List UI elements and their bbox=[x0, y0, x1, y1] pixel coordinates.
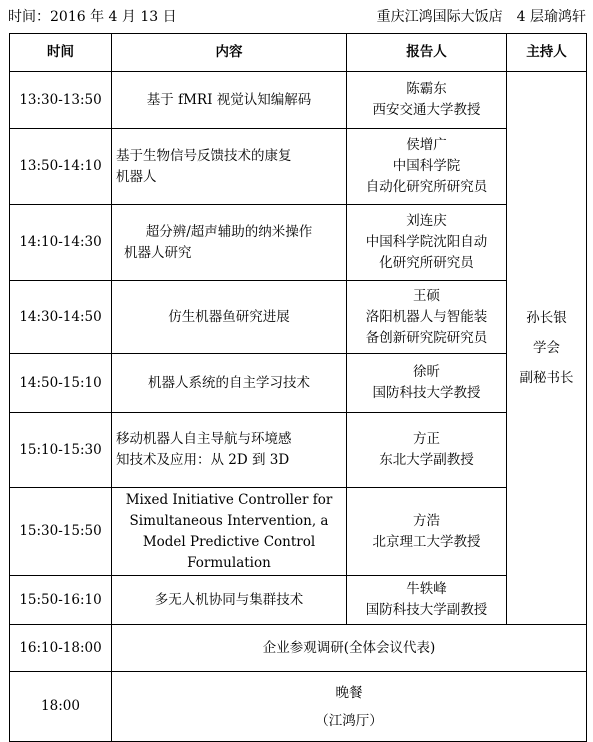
content-line: 机器人研究 bbox=[124, 244, 192, 261]
speaker-cell bbox=[347, 129, 507, 205]
speaker-affiliation: 北京理工大学教授 bbox=[372, 533, 481, 550]
speaker-name: 徐昕 bbox=[413, 364, 440, 380]
speaker-cell bbox=[347, 576, 507, 625]
speaker-name: 方正 bbox=[413, 431, 440, 447]
table-row bbox=[10, 129, 587, 205]
host-org: 学会 bbox=[533, 340, 560, 356]
content-line: 机器人 bbox=[116, 168, 157, 185]
table-row bbox=[10, 354, 587, 413]
header-row bbox=[10, 34, 587, 72]
speaker-affiliation: 国防科技大学副教授 bbox=[365, 602, 488, 618]
table-row bbox=[10, 413, 587, 488]
content-line: 移动机器人自主导航与环境感 bbox=[116, 431, 292, 447]
visit-text: 企业参观调研(全体会议代表) bbox=[112, 625, 587, 672]
content-line: 多无人机协同与集群技术 bbox=[154, 591, 304, 608]
schedule-table bbox=[9, 33, 587, 742]
content-line: 知技术及应用：从 2D 到 3D bbox=[116, 452, 290, 468]
speaker-cell bbox=[347, 413, 507, 488]
table-row bbox=[10, 281, 587, 354]
content-cell bbox=[112, 72, 347, 129]
content-line: 机器人系统的自主学习技术 bbox=[148, 374, 310, 391]
speaker-cell bbox=[347, 488, 507, 576]
col-header-host: 主持人 bbox=[507, 34, 587, 72]
content-line: Formulation bbox=[187, 554, 271, 571]
col-header-content: 内容 bbox=[112, 34, 347, 72]
time-cell: 14:30-14:50 bbox=[10, 281, 112, 354]
host-name: 孙长银 bbox=[526, 310, 567, 326]
content-cell bbox=[112, 281, 347, 354]
dinner-place: （江鸿厅） bbox=[315, 712, 383, 729]
content-line: 仿生机器鱼研究进展 bbox=[168, 308, 290, 325]
content-cell bbox=[112, 129, 347, 205]
speaker-affiliation: 西安交通大学教授 bbox=[372, 102, 481, 118]
meeting-venue: 重庆江鸿国际大饭店 4 层瑜鸿轩 bbox=[376, 9, 586, 25]
speaker-name: 王硕 bbox=[413, 287, 440, 304]
speaker-name: 陈霸东 bbox=[406, 81, 447, 97]
host-cell bbox=[507, 72, 587, 625]
speaker-cell bbox=[347, 72, 507, 129]
content-line: Model Predictive Control bbox=[142, 533, 316, 550]
speaker-name: 侯增广 bbox=[406, 137, 447, 153]
time-cell: 13:50-14:10 bbox=[10, 129, 112, 205]
speaker-affiliation: 中国科学院沈阳自动 bbox=[365, 234, 488, 250]
speaker-cell bbox=[347, 281, 507, 354]
time-cell: 18:00 bbox=[10, 672, 112, 742]
content-cell bbox=[112, 488, 347, 576]
content-line: 基于生物信号反馈技术的康复 bbox=[116, 147, 292, 164]
time-cell: 13:30-13:50 bbox=[10, 72, 112, 129]
meeting-date: 时间：2016 年 4 月 13 日 bbox=[8, 9, 177, 25]
speaker-name: 刘连庆 bbox=[406, 213, 447, 229]
col-header-speaker: 报告人 bbox=[347, 34, 507, 72]
col-header-time: 时间 bbox=[10, 34, 112, 72]
table-row bbox=[10, 72, 587, 129]
speaker-affiliation: 化研究所研究员 bbox=[379, 255, 474, 271]
content-line: Simultaneous Intervention, a bbox=[129, 512, 329, 529]
speaker-cell bbox=[347, 205, 507, 281]
speaker-affiliation: 中国科学院 bbox=[392, 158, 461, 174]
header-line bbox=[8, 6, 586, 26]
content-line: 超分辨/超声辅助的纳米操作 bbox=[145, 223, 313, 240]
dinner-row bbox=[10, 672, 587, 742]
speaker-cell bbox=[347, 354, 507, 413]
table-row bbox=[10, 576, 587, 625]
dinner-cell bbox=[112, 672, 587, 742]
speaker-name: 牛轶峰 bbox=[406, 581, 447, 597]
speaker-affiliation: 自动化研究所研究员 bbox=[365, 179, 488, 195]
time-cell: 14:50-15:10 bbox=[10, 354, 112, 413]
content-cell bbox=[112, 576, 347, 625]
speaker-affiliation: 备创新研究院研究员 bbox=[365, 329, 488, 346]
content-cell bbox=[112, 205, 347, 281]
dinner-title: 晚餐 bbox=[335, 684, 363, 701]
content-cell bbox=[112, 354, 347, 413]
time-cell: 15:50-16:10 bbox=[10, 576, 112, 625]
content-cell bbox=[112, 413, 347, 488]
content-line: 基于 fMRI 视觉认知编解码 bbox=[146, 91, 312, 108]
table-row bbox=[10, 488, 587, 576]
content-line: Mixed Initiative Controller for bbox=[125, 491, 333, 508]
visit-row bbox=[10, 625, 587, 672]
table-row bbox=[10, 205, 587, 281]
speaker-affiliation: 国防科技大学教授 bbox=[372, 385, 481, 401]
speaker-name: 方浩 bbox=[413, 512, 440, 529]
time-cell: 15:10-15:30 bbox=[10, 413, 112, 488]
host-title: 副秘书长 bbox=[519, 370, 574, 386]
speaker-affiliation: 洛阳机器人与智能装 bbox=[365, 308, 488, 325]
time-cell: 14:10-14:30 bbox=[10, 205, 112, 281]
speaker-affiliation: 东北大学副教授 bbox=[379, 452, 474, 468]
time-cell: 15:30-15:50 bbox=[10, 488, 112, 576]
time-cell: 16:10-18:00 bbox=[10, 625, 112, 672]
